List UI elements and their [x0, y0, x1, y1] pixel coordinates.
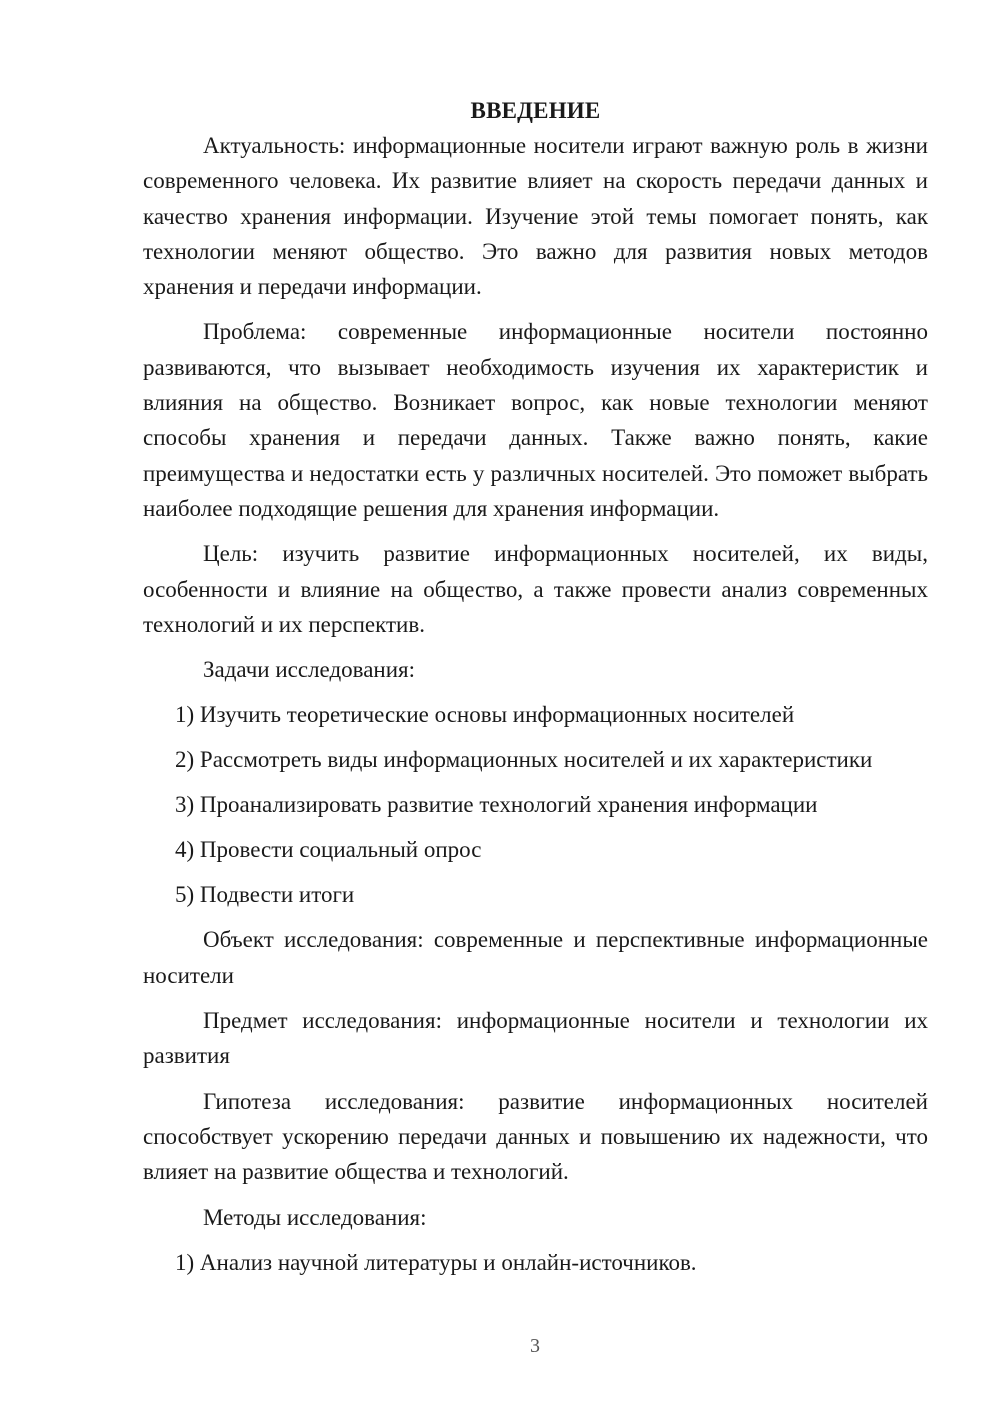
tasks-heading: Задачи исследования: — [203, 657, 416, 683]
task-item-1: 1) Изучить теоретические основы информационных носителей — [175, 702, 795, 728]
paragraph-object: Объект исследования: современные и перспективные информационные носители — [143, 927, 928, 988]
paragraph-hypothesis: Гипотеза исследования: развитие информационных носителей способствует ускорению передачи данных и повышению их надежности, что влияет на развитие общества и технологий. — [143, 1088, 928, 1185]
page-number: 3 — [530, 1335, 540, 1357]
paragraph-problem: Проблема: современные информационные носители постоянно развиваются, что вызывает необходимость изучения их характеристик и влияния на общество. Возникает вопрос, как новые технологии меняют способы хранения и передачи данных. Также важно понять, какие преимущества и недостатки есть у различных носителей. Это поможет выбрать наиболее подходящие решения для хранения информации. — [143, 319, 928, 521]
task-item-4: 4) Провести социальный опрос — [175, 837, 482, 863]
section-heading: ВВЕДЕНИЕ — [470, 98, 601, 123]
task-item-5: 5) Подвести итоги — [175, 882, 355, 908]
methods-heading: Методы исследования: — [203, 1204, 427, 1230]
paragraph-relevance: Актуальность: информационные носители играют важную роль в жизни современного человека. Их развитие влияет на скорость передачи данных и качество хранения информации. Изучение этой темы помогает понять, как технологии меняют общество. Это важно для развития новых методов хранения и передачи информации. — [143, 133, 928, 300]
task-item-3: 3) Проанализировать развитие технологий хранения информации — [175, 792, 818, 818]
paragraph-subject: Предмет исследования: информационные носители и технологии их развития — [143, 1008, 928, 1069]
task-item-2: 2) Рассмотреть виды информационных носителей и их характеристики — [175, 747, 873, 773]
document-page — [143, 93, 928, 1280]
method-item-1: 1) Анализ научной литературы и онлайн-источников. — [175, 1249, 697, 1275]
paragraph-goal: Цель: изучить развитие информационных носителей, их виды, особенности и влияние на общество, а также провести анализ современных технологий и их перспектив. — [143, 541, 928, 637]
